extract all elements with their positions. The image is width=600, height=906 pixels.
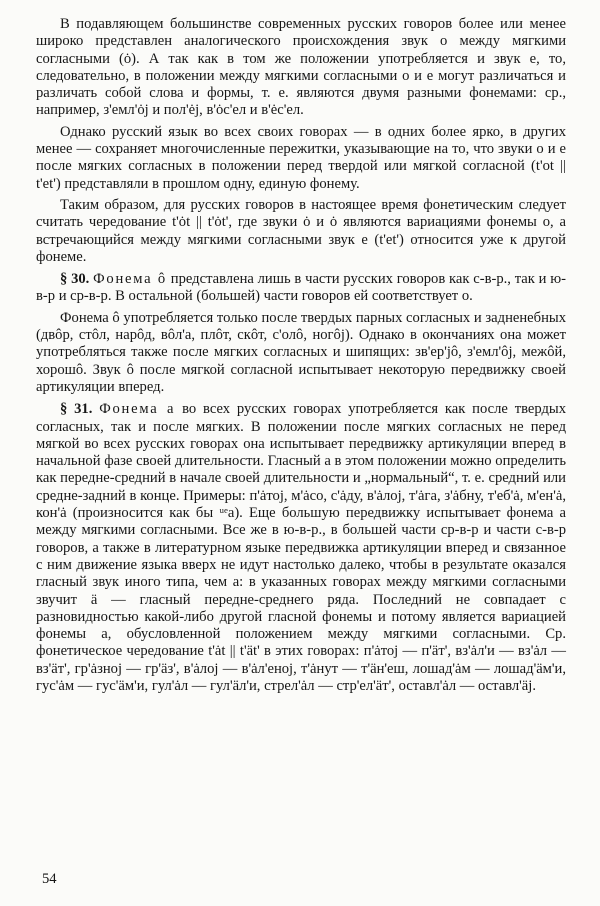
paragraph-5-text: Фонема ô употребляется только после твердых парных согласных и задненебных (двôр, стôл, нарôд, вôл'а, плôт, скôт, с'олô, ногôј). Однако в окончаниях она может употребляться также после мягких согласных и шипящих: зв'ер'јô, з'емл'ôј, межôй, хорошô. Звук ô после мягкой согласной испытывает некоторую передвижку своей артикуляции вперед. (36, 309, 566, 395)
paragraph-1-text: В подавляющем большинстве современных русских говоров более или менее широко представлен аналогического происхождения звук о между мягкими согласными (ȯ). А так как в том же положении употребляется и звук е, то, следовательно, в положении между мягкими согласными о и е могут различаться и различать собой слова и формы, т. е. являются двумя разными фонемами: ср., например, з'емл'ȯј и пол'ėј, в'ȯс'ел и в'ėс'ел. (36, 16, 566, 119)
paragraph-2 (36, 124, 566, 193)
section-30 (36, 271, 566, 306)
paragraph-5 (36, 310, 566, 396)
section-30-number: § 30. (60, 271, 90, 288)
section-30-heading: Фонема ô (93, 271, 167, 288)
section-30-text: представлена лишь в части русских говоров как с-в-р., так и ю-в-р и ср-в-р. В остальной (большей) части говоров ей соответствует о. (36, 271, 566, 305)
section-31-heading: Фонема а (99, 401, 176, 418)
section-31-text: во всех русских говорах употребляется как после твердых согласных, так и после мягких. В положении после мягких согласных не перед мягкой во всех русских говорах она испытывает передвижку артикуляции вперед в начальной фазе своей длительности. Гласный а в этом положении можно определить как передне-средний в начале своей длительности и „нормальный“, т. е. средний или средне-задний в конце. Примеры: п'ȧтој, м'ȧсо, с'ȧду, в'ȧлој, т'ȧга, з'ȧбну, т'еб'ȧ, м'ен'ȧ, кон'ȧ (произносится как бы ᵘᵉа). Еще большую передвижку испытывает фонема а между мягкими согласными. Все же в ю-в-р., в большей части ср-в-р и части с-в-р говоров, а также в литературном языке передвижка артикуляции вперед и связанное с ним движение языка вверх не идут настолько далеко, чтобы в результате оказался гласный звук иного типа, чем а: в указанных говорах между мягкими согласными звучит ä — гласный передне-среднего ряда. Последний не совпадает с разновидностью какой-либо другой гласной фонемы и потому является вариацией фонемы а, обусловленной положением между мягкими согласными. Ср. фонетическое чередование t'ȧt || t'ät' в этих говорах: п'ȧтој — п'äт', вз'ȧл'и — вз'ȧл — вз'äт', гр'ȧзној — гр'äз', в'ȧлој — в'ȧл'еној, т'ȧнут — т'ӓн'еш, лошад'ȧм — лошад'ӓм'и, гус'ȧм — гус'ӓм'и, гул'ȧл — гул'ӓл'и, стрел'ȧл — стр'ел'ӓт', оставл'ȧл — оставл'ӓј. (36, 401, 566, 694)
page-number: 54 (42, 871, 57, 887)
page-text (36, 16, 566, 695)
section-31-number: § 31. (60, 401, 93, 418)
section-31 (36, 401, 566, 695)
paragraph-3-text: Таким образом, для русских говоров в настоящее время фонетическим следует считать чередование t'ȯt || t'ȯt', где звуки ȯ и ȯ являются вариациями фонемы о, а встречающийся между мягкими согласными звук е (t'et') относится уже к другой фонеме. (36, 196, 566, 265)
paragraph-3 (36, 197, 566, 266)
paragraph-1 (36, 16, 566, 120)
paragraph-2-text: Однако русский язык во всех своих говорах — в одних более ярко, в других менее — сохраняет многочисленные пережитки, указывающие на то, что звуки о и е после мягких согласных в положении перед твердой или мягкой согласной (t'ot || t'et') представляли в прошлом одну, единую фонему. (36, 123, 566, 192)
